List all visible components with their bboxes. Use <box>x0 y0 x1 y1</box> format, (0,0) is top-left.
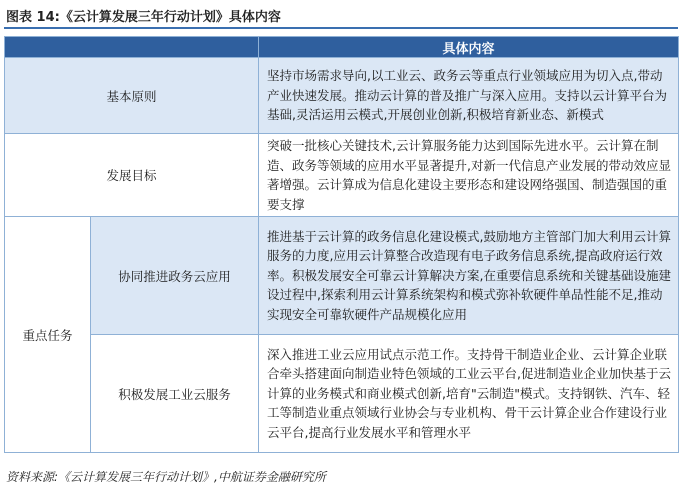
row-label-industrial-cloud: 积极发展工业云服务 <box>91 335 259 453</box>
figure-title: 图表 14:《云计算发展三年行动计划》具体内容 <box>6 10 281 25</box>
table-row <box>5 335 679 453</box>
row-label-goals: 发展目标 <box>5 134 259 217</box>
row-content-industrial-cloud: 深入推进工业云应用试点示范工作。支持骨干制造业企业、云计算企业联合牵头搭建面向制造业特色领域的工业云平台,促进制造业企业加快基于云计算的业务模式和商业模式创新,培育"云制造"模式。支持钢铁、汽车、轻工等制造业重点领域行业协会与专业机构、骨干云计算企业合作建设行业云平台,提高行业发展水平和管理水平 <box>259 335 679 453</box>
header-content-cell: 具体内容 <box>259 37 679 58</box>
row-label-principles: 基本原则 <box>5 58 259 134</box>
row-content-goals: 突破一批核心关键技术,云计算服务能力达到国际先进水平。云计算在制造、政务等领域的应用水平显著提升,对新一代信息产业发展的带动效应显著增强。云计算成为信息化建设主要形态和建设网络强国、制造强国的重要支撑 <box>259 134 679 217</box>
table-row <box>5 58 679 134</box>
content-table <box>4 36 679 453</box>
title-divider <box>4 27 678 29</box>
table-row <box>5 134 679 217</box>
source-note: 资料来源:《云计算发展三年行动计划》,中航证券金融研究所 <box>6 470 326 484</box>
header-blank-cell <box>5 37 259 58</box>
row-content-gov-cloud: 推进基于云计算的政务信息化建设模式,鼓励地方主管部门加大利用云计算服务的力度,应用云计算整合改造现有电子政务信息系统,提高政府运行效率。积极发展安全可靠云计算解决方案,在重要信息系统和关键基础设施建设过程中,探索利用云计算系统架构和模式弥补软硬件单品性能不足,推动实现安全可靠软硬件产品规模化应用 <box>259 217 679 335</box>
table-row <box>5 217 679 335</box>
row-label-gov-cloud: 协同推进政务云应用 <box>91 217 259 335</box>
row-content-principles: 坚持市场需求导向,以工业云、政务云等重点行业领域应用为切入点,带动产业快速发展。推动云计算的普及推广与深入应用。支持以云计算平台为基础,灵活运用云模式,开展创业创新,积极培育新业态、新模式 <box>259 58 679 134</box>
table-header-row <box>5 37 679 58</box>
row-group-key-tasks: 重点任务 <box>5 217 91 453</box>
